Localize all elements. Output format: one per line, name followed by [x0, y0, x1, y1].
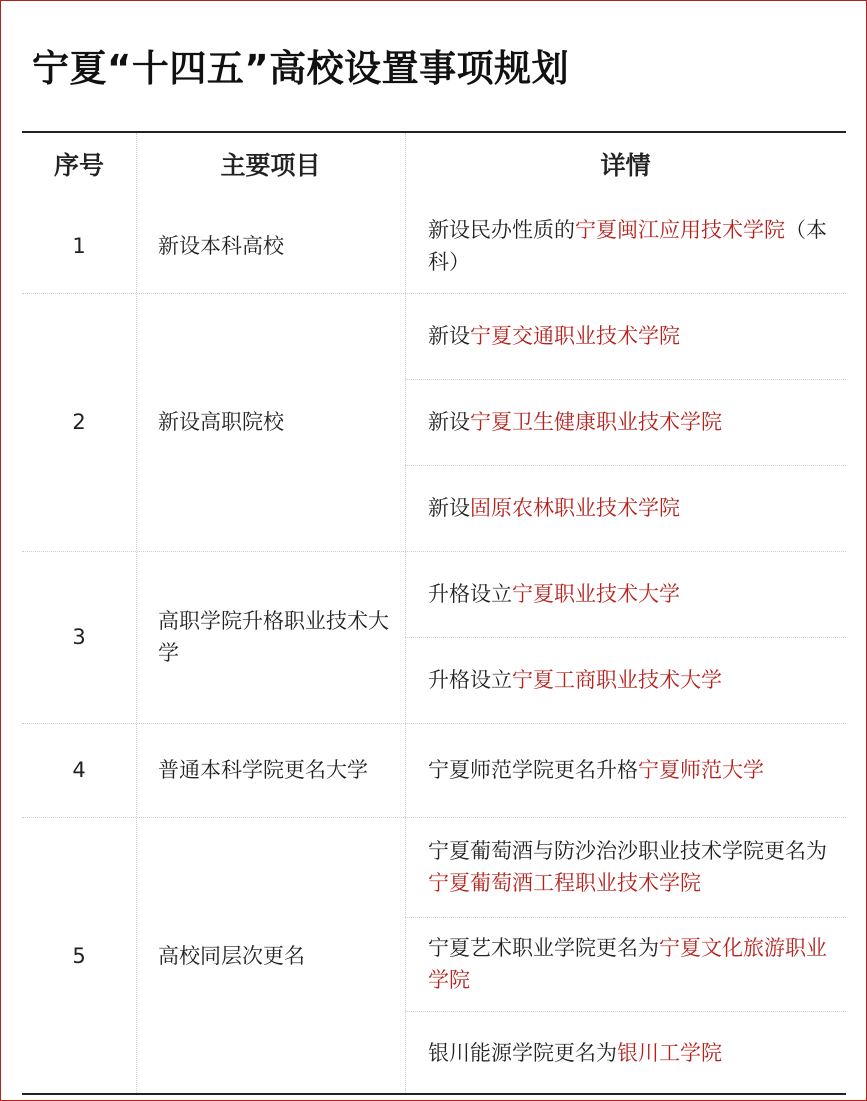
row-2-no: 2	[72, 410, 86, 434]
school-name: 银川工学院	[617, 1041, 722, 1065]
detail-text: 新设	[428, 324, 470, 348]
row-2-detail-3	[405, 465, 846, 551]
row-4-detail-1	[405, 723, 846, 817]
row-3-no: 3	[72, 625, 86, 649]
school-name: 宁夏卫生健康职业技术学院	[470, 410, 722, 434]
row-2-detail-1	[405, 293, 846, 379]
page-title: 宁夏“十四五”高校设置事项规划	[32, 47, 570, 90]
row-1-no: 1	[72, 234, 86, 258]
row-5-detail-3	[405, 1011, 846, 1095]
row-3-project: 高职学院升格职业技术大学	[158, 609, 389, 665]
row-5-detail-2	[405, 917, 846, 1011]
detail-suffix: （本科）	[428, 218, 827, 274]
school-name: 宁夏闽江应用技术学院	[575, 218, 785, 242]
row-4-project: 普通本科学院更名大学	[158, 758, 368, 782]
detail-text: 宁夏师范学院更名升格	[428, 758, 638, 782]
row-1-project: 新设本科高校	[158, 234, 284, 258]
school-name: 固原农林职业技术学院	[470, 496, 680, 520]
header-project: 主要项目	[220, 151, 321, 180]
plan-table	[22, 131, 846, 1095]
school-name: 宁夏交通职业技术学院	[470, 324, 680, 348]
detail-text: 新设民办性质的	[428, 218, 575, 242]
row-2-detail-2	[405, 379, 846, 465]
row-3-detail-2	[405, 637, 846, 723]
row-5-detail-1	[405, 817, 846, 917]
row-5-no: 5	[72, 944, 86, 968]
detail-text: 新设	[428, 496, 470, 520]
detail-text: 宁夏艺术职业学院更名为	[428, 936, 659, 960]
row-5-project: 高校同层次更名	[158, 944, 305, 968]
detail-text: 新设	[428, 410, 470, 434]
row-3-detail-1	[405, 551, 846, 637]
school-name: 宁夏文化旅游职业学院	[428, 936, 827, 992]
school-name: 宁夏工商职业技术大学	[512, 668, 722, 692]
detail-text: 银川能源学院更名为	[428, 1041, 617, 1065]
header-no: 序号	[53, 151, 104, 180]
row-4-no: 4	[72, 758, 86, 782]
row-1-detail-1	[405, 199, 846, 293]
detail-text: 升格设立	[428, 668, 512, 692]
detail-text: 宁夏葡萄酒与防沙治沙职业技术学院更名为	[428, 839, 827, 863]
school-name: 宁夏葡萄酒工程职业技术学院	[428, 871, 701, 895]
school-name: 宁夏职业技术大学	[512, 582, 680, 606]
header-detail: 详情	[600, 151, 651, 180]
school-name: 宁夏师范大学	[638, 758, 764, 782]
detail-text: 升格设立	[428, 582, 512, 606]
row-2-project: 新设高职院校	[158, 410, 284, 434]
